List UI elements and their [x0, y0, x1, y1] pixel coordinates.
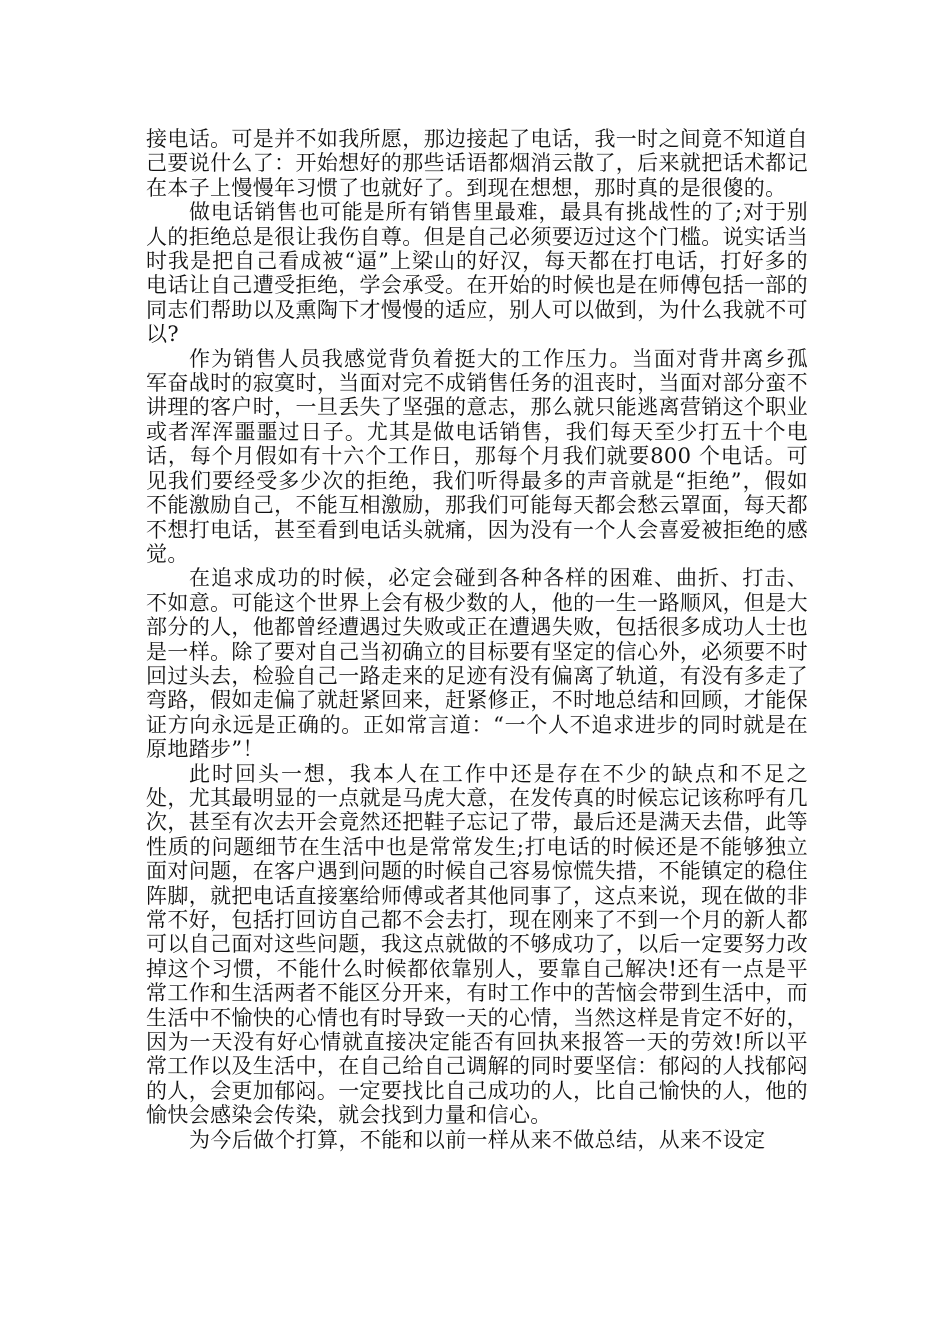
paragraph-6: 为今后做个打算，不能和以前一样从来不做总结，从来不设定: [189, 1127, 766, 1152]
paragraph-5: 此时回头一想，我本人在工作中还是存在不少的缺点和不足之处，尤其最明显的一点就是马虎大意，在发传真的时候忘记该称呼有几次，甚至有次去开会竟然还把鞋子忘记了带，最后还是满天去借，此等性质的问题细节在生活中也是常常发生;打电话的时候还是不能够独立面对问题，在客户遇到问题的时候自己容易惊慌失措，不能镇定的稳住阵脚，就把电话直接塞给师傅或者其他同事了，这点来说，现在做的非常不好，包括打回访自己都不会去打，现在刚来了不到一个月的新人都可以自己面对这些问题，我这点就做的不够成功了，以后一定要努力改掉这个习惯，不能什么时候都依靠别人，要靠自己解决!还有一点是平常工作和生活两者不能区分开来，有时工作中的苦恼会带到生活中，而生活中不愉快的心情也有时导致一天的心情，当然这样是肯定不好的，因为一天没有好心情就直接决定能否有回执来报答一天的劳效!所以平常工作以及生活中，在自己给自己调解的同时要坚信：郁闷的人找郁闷的人，会更加郁闷。一定要找比自己成功的人，比自己愉快的人，他的愉快会感染会传染，就会找到力量和信心。: [146, 761, 808, 1128]
paragraph-1: 接电话。可是并不如我所愿，那边接起了电话，我一时之间竟不知道自己要说什么了：开始想好的那些话语都烟消云散了，后来就把话术都记在本子上慢慢年习惯了也就好了。到现在想想，那时真的是很傻的。: [146, 127, 808, 200]
paragraph-3: 作为销售人员我感觉背负着挺大的工作压力。当面对背井离乡孤军奋战时的寂寞时，当面对完不成销售任务的沮丧时，当面对部分蛮不讲理的客户时，一旦丢失了坚强的意志，那么就只能逃离营销这个职业或者浑浑噩噩过日子。尤其是做电话销售，我们每天至少打五十个电话，每个月假如有十六个工作日，那每个月我们就要800 个电话。可见我们要经受多少次的拒绝，我们听得最多的声音就是“拒绝”，假如不能激励自己，不能互相激励，那我们可能每天都会愁云罩面，每天都不想打电话，甚至看到电话头就痛，因为没有一个人会喜爱被拒绝的感觉。: [146, 346, 808, 566]
document-body: [146, 127, 808, 1152]
paragraph-4: 在追求成功的时候，必定会碰到各种各样的困难、曲折、打击、不如意。可能这个世界上会有极少数的人，他的一生一路顺风，但是大部分的人，他都曾经遭遇过失败或正在遭遇失败，包括很多成功人士也是一样。除了要对自己当初确立的目标要有坚定的信心外，必须要不时回过头去，检验自己一路走来的足迹有没有偏离了轨道，有没有多走了弯路，假如走偏了就赶紧回来，赶紧修正，不时地总结和回顾，才能保证方向永远是正确的。正如常言道：“一个人不追求进步的同时就是在原地踏步”！: [146, 566, 808, 762]
paragraph-2: 做电话销售也可能是所有销售里最难，最具有挑战性的了;对于别人的拒绝总是很让我伤自尊。但是自己必须要迈过这个门槛。说实话当时我是把自己看成被“逼”上梁山的好汉，每天都在打电话，打好多的电话让自己遭受拒绝，学会承受。在开始的时候也是在师傅包括一部的同志们帮助以及熏陶下才慢慢的适应，别人可以做到，为什么我就不可以?: [146, 200, 808, 347]
